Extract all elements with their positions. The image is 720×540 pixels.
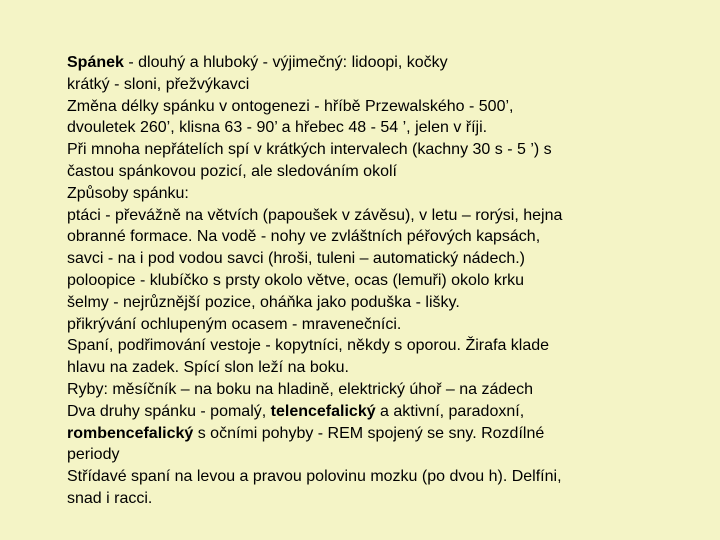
- line-text: Dva druhy spánku - pomalý,: [67, 402, 271, 420]
- text-line: [67, 423, 707, 445]
- line-text: - dlouhý a hluboký - výjimečný: lidoopi, kočky: [123, 54, 448, 71]
- text-line: krátký - sloni, přežvýkavci: [67, 75, 250, 93]
- line-text: s očními pohyby - REM spojený se sny. Rozdílné: [193, 424, 545, 442]
- text-line: Při mnoha nepřátelích spí v krátkých intervalech (kachny 30 s - 5 ’) s: [67, 141, 552, 159]
- text-line: [67, 401, 707, 423]
- text-line: poloopice - klubíčko s prsty okolo větve, ocas (lemuři) okolo krku: [67, 271, 525, 289]
- text-line: Způsoby spánku:: [67, 184, 189, 202]
- text-line: Ryby: měsíčník – na boku na hladině, elektrický úhoř – na zádech: [67, 380, 534, 398]
- bold-term: Spánek: [67, 54, 124, 71]
- text-line: ptáci - převážně na větvích (papoušek v závěsu), v letu – rorýsi, hejna: [67, 206, 563, 224]
- text-line: hlavu na zadek. Spící slon leží na boku.: [67, 359, 349, 377]
- text-line: častou spánkovou pozicí, ale sledováním okolí: [67, 162, 397, 180]
- text-line: obranné formace. Na vodě - nohy ve zvláštních péřových kapsách,: [67, 228, 541, 246]
- text-line: šelmy - nejrůznější pozice, oháňka jako poduška - lišky.: [67, 293, 460, 311]
- text-line: snad i racci.: [67, 489, 153, 507]
- text-line: přikrývání ochlupeným ocasem - mravenečníci.: [67, 315, 402, 333]
- text-body: [67, 52, 707, 510]
- text-line: Spaní, podřimování vestoje - kopytníci, někdy s oporou. Žirafa klade: [67, 337, 550, 355]
- text-line: periody: [67, 446, 120, 464]
- line-text: a aktivní, paradoxní,: [375, 402, 525, 420]
- text-line: savci - na i pod vodou savci (hroši, tuleni – automatický nádech.): [67, 250, 526, 268]
- text-line: Změna délky spánku v ontogenezi - hříbě Przewalského - 500’,: [67, 97, 514, 115]
- text-line: dvouletek 260’, klisna 63 - 90’ a hřebec 48 - 54 ’, jelen v říji.: [67, 119, 488, 137]
- bold-term: rombencefalický: [67, 424, 194, 442]
- bold-term: telencefalický: [270, 402, 376, 420]
- text-line: Střídavé spaní na levou a pravou polovinu mozku (po dvou h). Delfíni,: [67, 468, 562, 486]
- text-line: [67, 52, 707, 74]
